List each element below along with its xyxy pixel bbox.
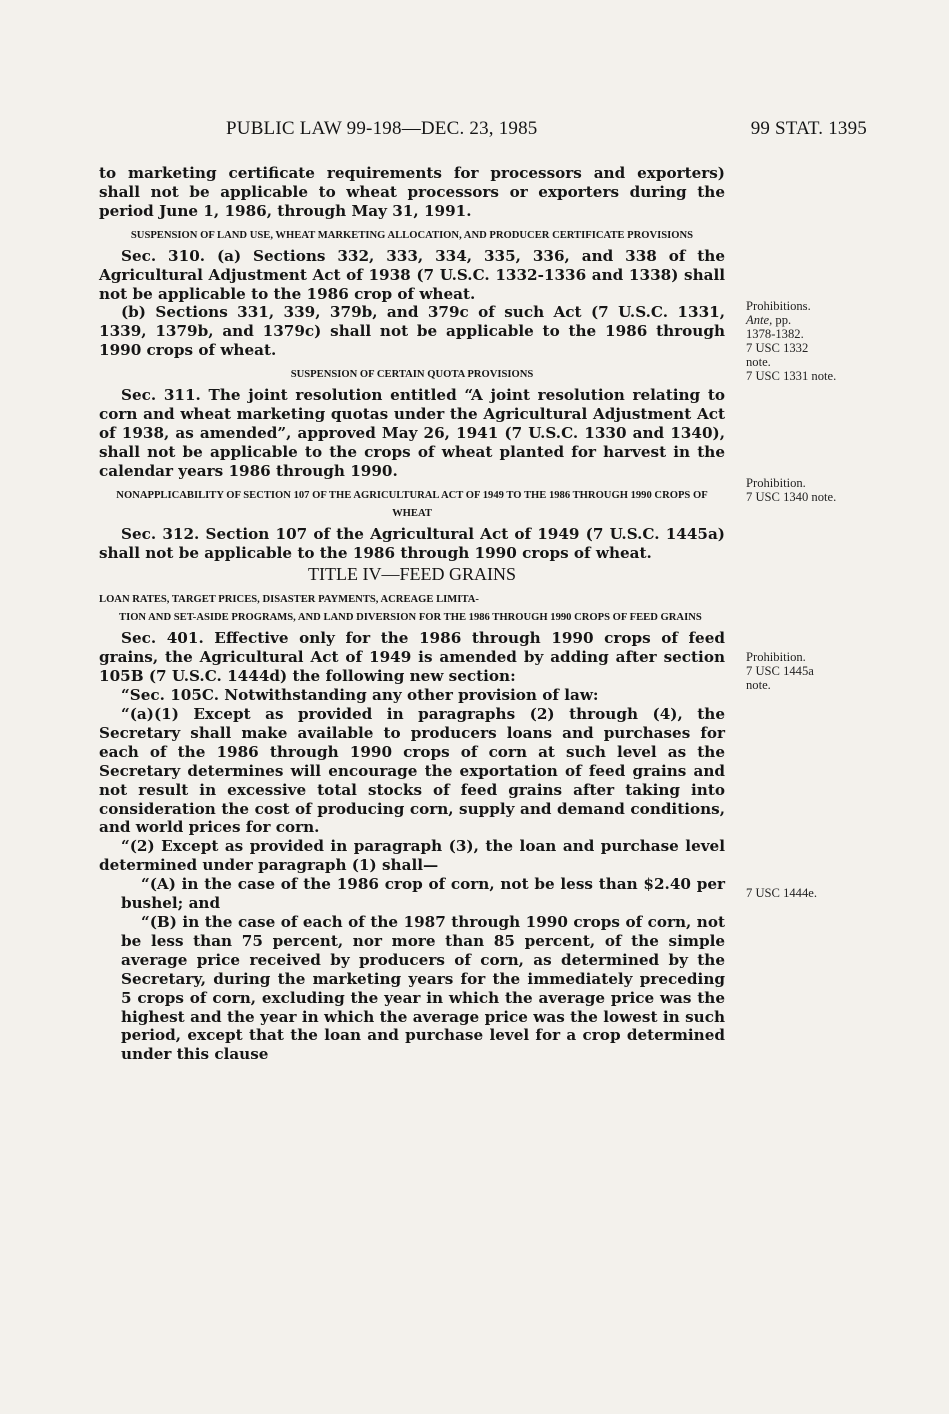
margin-note-line: 7 USC 1332	[746, 341, 809, 355]
section-105c: “Sec. 105C. Notwithstanding any other provision of law:	[121, 686, 599, 705]
margin-note-line: Ante, pp.	[746, 313, 792, 327]
margin-note-line: note.	[746, 355, 771, 369]
paragraph-a1: “(a)(1) Except as provided in paragraphs (2) through (4), the Secretary shall make available to producers loans and purchases for each of the 1986 through 1990 crops of corn at such level as the Secretary determines will encourage the exportation of feed grains and not result in excessive total stocks of feed grains after taking into consideration the cost of producing corn, supply and demand conditions, and world prices for corn.	[99, 705, 725, 837]
margin-note-line: 1378-1382.	[746, 327, 804, 341]
section-heading-312: NONAPPLICABILITY OF SECTION 107 OF THE AGRICULTURAL ACT OF 1949 TO THE 1986 THROUGH 1990 CROPS OF WHEAT	[116, 489, 708, 519]
title-heading: TITLE IV—FEED GRAINS	[308, 563, 516, 584]
section-heading-311: SUSPENSION OF CERTAIN QUOTA PROVISIONS	[290, 369, 534, 381]
section-310-a: Sec. 310. (a) Sections 332, 333, 334, 335, 336, and 338 of the Agricultural Adjustment Act of 1938 (7 U.S.C. 1332-1336 and 1338) shall not be applicable to the 1986 crop of wheat.	[99, 246, 725, 303]
margin-note-310	[746, 299, 866, 383]
margin-note-line: 7 USC 1444e.	[746, 886, 818, 900]
margin-note-line: Prohibition.	[746, 650, 806, 664]
section-heading-401	[99, 591, 725, 627]
section-312: Sec. 312. Section 107 of the Agricultural Act of 1949 (7 U.S.C. 1445a) shall not be applicable to the 1986 through 1990 crops of wheat.	[99, 524, 725, 562]
section-311: Sec. 311. The joint resolution entitled “A joint resolution relating to corn and wheat marketing quotas under the Agricultural Adjustment Act of 1938, as amended”, approved May 26, 1941 (7 U.S.C. 1330 and 1340), shall not be applicable to the crops of wheat planted for harvest in the calendar years 1986 through 1990.	[99, 386, 725, 480]
section-heading-401-rest: TION AND SET-ASIDE PROGRAMS, AND LAND DIVERSION FOR THE 1986 THROUGH 1990 CROPS OF FEED GRAINS	[119, 612, 702, 624]
clause-a2-A: “(A) in the case of the 1986 crop of corn, not be less than $2.40 per bushel; and	[121, 875, 725, 913]
margin-note-311	[746, 476, 866, 504]
paragraph-a2: “(2) Except as provided in paragraph (3), the loan and purchase level determined under paragraph (1) shall—	[99, 837, 725, 875]
header-page-number: 99 STAT. 1395	[750, 118, 867, 139]
section-310-b: (b) Sections 331, 339, 379b, and 379c of such Act (7 U.S.C. 1331, 1339, 1379b, and 1379c) shall not be applicable to the 1986 through 1990 crops of wheat.	[99, 303, 725, 360]
margin-note-line: 7 USC 1331 note.	[746, 369, 837, 383]
section-heading-310: SUSPENSION OF LAND USE, WHEAT MARKETING ALLOCATION, AND PRODUCER CERTIFICATE PROVISIONS	[130, 229, 694, 241]
margin-note-line: note.	[746, 678, 771, 692]
margin-note-line: Prohibition.	[746, 476, 806, 490]
running-header	[226, 118, 867, 144]
margin-note-105c	[746, 886, 866, 900]
section-401: Sec. 401. Effective only for the 1986 through 1990 crops of feed grains, the Agricultural Act of 1949 is amended by adding after section 105B (7 U.S.C. 1444d) the following new section:	[99, 629, 725, 686]
paragraph-continued: to marketing certificate requirements for processors and exporters) shall not be applicable to wheat processors or exporters during the period June 1, 1986, through May 31, 1991.	[99, 164, 725, 220]
margin-note-line: 7 USC 1340 note.	[746, 490, 837, 504]
section-heading-401-first-line: LOAN RATES, TARGET PRICES, DISASTER PAYMENTS, ACREAGE LIMITA-	[99, 594, 479, 606]
margin-note-line: Prohibitions.	[746, 299, 811, 313]
margin-note-312	[746, 650, 866, 692]
body-text	[99, 164, 725, 1064]
header-title: PUBLIC LAW 99-198—DEC. 23, 1985	[226, 118, 538, 139]
clause-a2-B: “(B) in the case of each of the 1987 through 1990 crops of corn, not be less than 75 percent, nor more than 85 percent, of the simple average price received by producers of corn, as determined by the Secretary, during the marketing years for the immediately preceding 5 crops of corn, excluding the year in which the average price was the highest and the year in which the average price was the lowest in such period, except that the loan and purchase level for a crop determined under this clause	[121, 913, 725, 1064]
margin-note-line: 7 USC 1445a	[746, 664, 814, 678]
